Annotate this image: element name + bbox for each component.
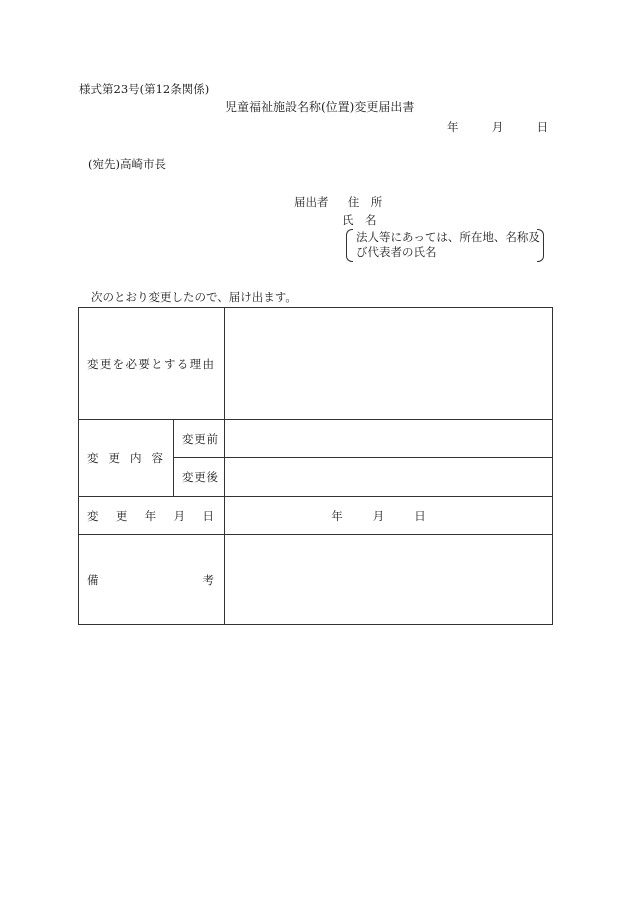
left-bracket xyxy=(346,229,353,262)
remarks-label-cell xyxy=(79,535,225,625)
remarks-label-char: 考 xyxy=(202,572,214,587)
reason-label xyxy=(79,356,224,372)
date-label-cell xyxy=(79,497,225,535)
reason-label-char: 変 xyxy=(87,356,99,371)
reason-label-char: を xyxy=(112,356,125,371)
date-day-label: 日 xyxy=(536,120,549,134)
date-label-char: 年 xyxy=(144,508,157,523)
reason-label-char: 由 xyxy=(202,356,214,371)
change-day: 日 xyxy=(414,508,426,523)
change-month: 月 xyxy=(372,508,385,523)
remarks-label xyxy=(79,572,224,588)
addressee: (宛先)高崎市長 xyxy=(88,157,166,171)
address-label: 住 所 xyxy=(347,195,383,209)
date-label xyxy=(79,508,224,524)
change-form-table xyxy=(78,307,553,625)
reason-label-char: 更 xyxy=(99,356,112,371)
reason-label-char: 要 xyxy=(138,356,150,371)
after-label-char: 後 xyxy=(206,470,218,484)
content-label xyxy=(79,450,173,466)
before-label-cell xyxy=(174,420,225,458)
date-year-label: 年 xyxy=(447,120,459,134)
name-label: 氏 名 xyxy=(342,213,377,227)
reason-label-char: る xyxy=(176,356,189,371)
reason-value-cell[interactable] xyxy=(225,308,553,420)
reason-label-char: す xyxy=(163,356,176,371)
corporation-note-text: 法人等にあっては、所在地、名称及び代表者の氏名 xyxy=(356,230,540,259)
notifier-address-line xyxy=(294,194,382,210)
corporation-note xyxy=(346,229,544,261)
date-value-cell[interactable] xyxy=(225,497,553,535)
remarks-value-cell[interactable] xyxy=(225,535,553,625)
before-row xyxy=(79,420,553,458)
before-label-char: 前 xyxy=(206,431,218,446)
remarks-row xyxy=(79,535,553,625)
after-label-cell xyxy=(174,458,225,497)
submission-date xyxy=(447,119,548,135)
after-label-char: 変 xyxy=(182,470,194,484)
date-label-char: 変 xyxy=(87,508,99,523)
notifier-label: 届出者 xyxy=(294,195,329,209)
form-number: 様式第23号(第12条関係) xyxy=(79,82,210,96)
date-value xyxy=(225,508,552,524)
reason-label-char: 理 xyxy=(189,356,202,371)
date-label-char: 更 xyxy=(115,508,128,523)
content-label-char: 変 xyxy=(87,451,99,465)
remarks-label-char: 備 xyxy=(87,572,99,587)
statement: 次のとおり変更したので、届け出ます。 xyxy=(91,290,297,304)
date-label-char: 月 xyxy=(173,508,186,523)
content-label-cell xyxy=(79,420,174,497)
after-label xyxy=(174,469,224,485)
content-label-char: 更 xyxy=(108,451,120,465)
date-month-label: 月 xyxy=(491,120,504,134)
reason-label-char: と xyxy=(151,356,163,371)
before-value-cell[interactable] xyxy=(225,420,553,458)
after-value-cell[interactable] xyxy=(225,458,553,497)
date-row xyxy=(79,497,553,535)
reason-row xyxy=(79,308,553,420)
change-year: 年 xyxy=(331,508,343,523)
before-label-char: 変 xyxy=(182,431,194,446)
before-label-char: 更 xyxy=(194,431,206,446)
right-bracket xyxy=(537,229,544,262)
reason-label-char: 必 xyxy=(125,356,137,371)
after-label-char: 更 xyxy=(194,470,206,484)
reason-label-cell xyxy=(79,308,225,420)
before-label xyxy=(174,431,224,447)
content-label-char: 内 xyxy=(130,451,142,465)
document-title: 児童福祉施設名称(位置)変更届出書 xyxy=(225,100,415,114)
content-label-char: 容 xyxy=(151,451,163,465)
date-label-char: 日 xyxy=(202,508,214,523)
